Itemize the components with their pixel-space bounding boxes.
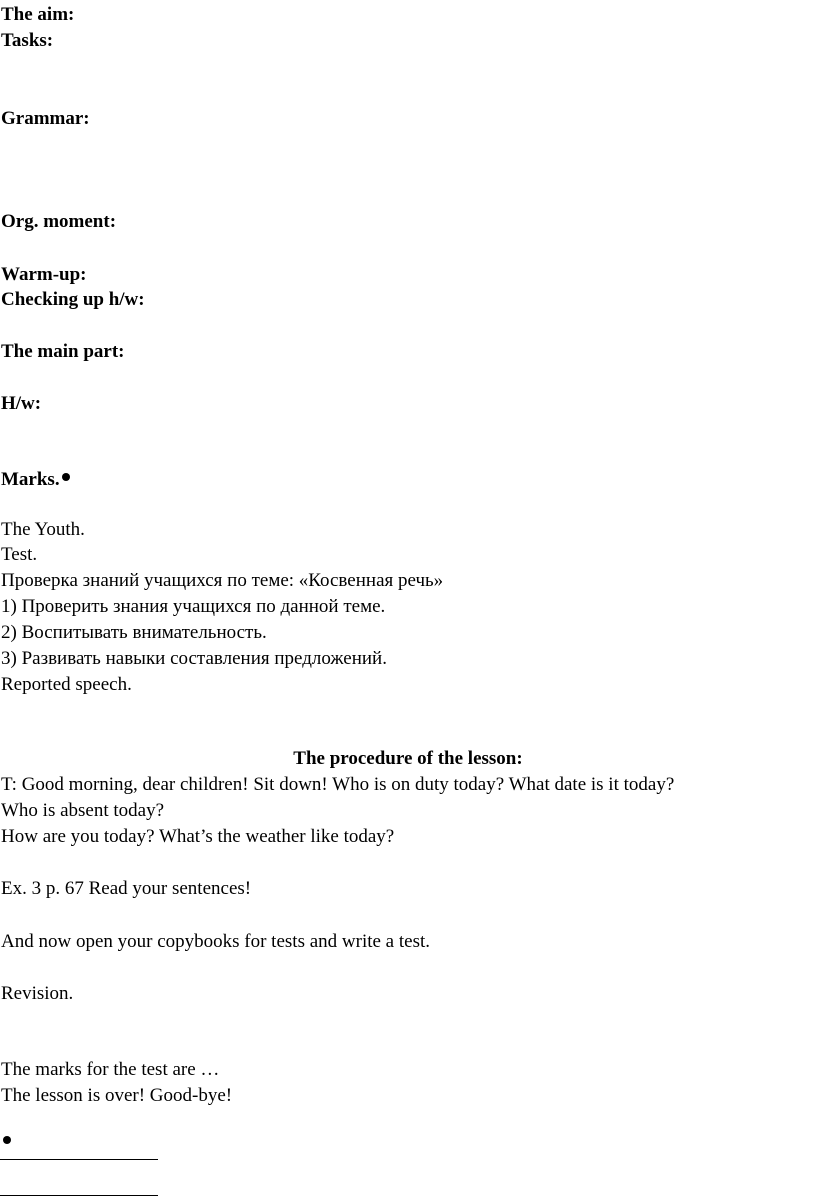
lesson-topic: The Youth. — [1, 519, 85, 540]
revision-text: Revision. — [1, 983, 74, 1004]
footnote-rule-1 — [0, 1159, 158, 1160]
label-main-part: The main part: — [1, 341, 125, 362]
lesson-type: Test. — [1, 544, 38, 565]
label-warm-up: Warm-up: — [1, 264, 87, 285]
label-grammar: Grammar: — [1, 108, 90, 129]
label-tasks: Tasks: — [1, 30, 54, 51]
closing-text: The lesson is over! Good-bye! — [1, 1085, 233, 1106]
label-checking-hw: Checking up h/w: — [1, 289, 145, 310]
label-marks: Marks. — [1, 469, 60, 490]
homework-check-text: Ex. 3 p. 67 Read your sentences! — [1, 878, 252, 899]
task-item-1: 1) Проверить знания учащихся по данной теме. — [1, 596, 386, 617]
bullet-icon — [62, 473, 70, 481]
greeting-line-1: T: Good morning, dear children! Sit down! Who is on duty today? What date is it today? — [1, 774, 675, 795]
procedure-title: The procedure of the lesson: — [293, 748, 523, 769]
marks-text: The marks for the test are … — [1, 1059, 220, 1080]
label-org-moment: Org. moment: — [1, 211, 117, 232]
task-item-2: 2) Воспитывать внимательность. — [1, 622, 267, 643]
greeting-line-3: How are you today? What’s the weather like today? — [1, 826, 395, 847]
task-item-3: 3) Развивать навыки составления предложений. — [1, 648, 387, 669]
test-instruction-text: And now open your copybooks for tests and write a test. — [1, 931, 431, 952]
footer-bullet-icon — [3, 1136, 11, 1144]
label-marks-row — [1, 467, 70, 493]
label-hw: H/w: — [1, 393, 42, 414]
label-aim: The aim: — [1, 4, 75, 25]
footnote-rule-2 — [0, 1195, 158, 1196]
greeting-line-2: Who is absent today? — [1, 800, 165, 821]
aim-text: Проверка знаний учащихся по теме: «Косвенная речь» — [1, 570, 444, 591]
grammar-text: Reported speech. — [1, 674, 132, 695]
